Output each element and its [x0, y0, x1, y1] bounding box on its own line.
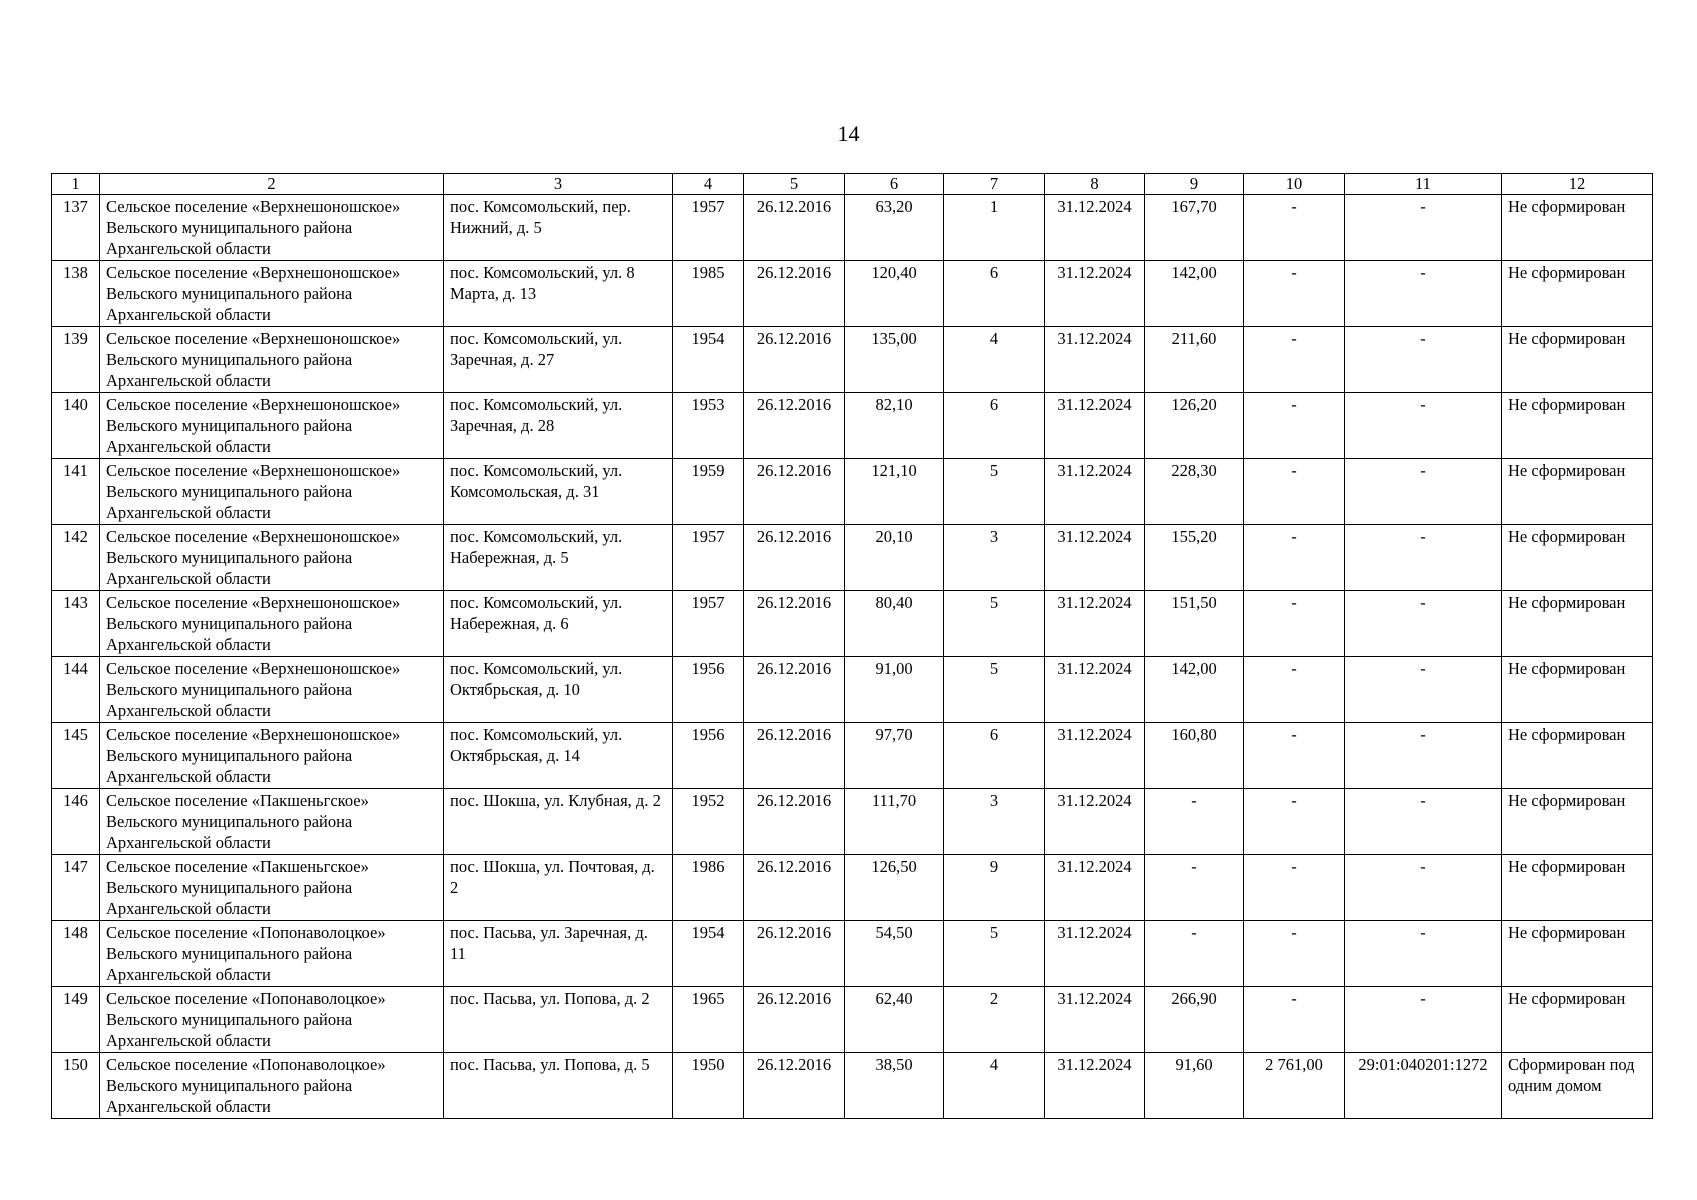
status-cell: Не сформирован	[1502, 789, 1653, 855]
land-area-cell: -	[1244, 657, 1345, 723]
column-header: 2	[100, 174, 444, 195]
plot-area-cell: -	[1145, 855, 1244, 921]
year-cell: 1954	[673, 327, 744, 393]
land-area-cell: -	[1244, 987, 1345, 1053]
area-cell: 135,00	[845, 327, 944, 393]
area-cell: 97,70	[845, 723, 944, 789]
status-cell: Не сформирован	[1502, 195, 1653, 261]
address-cell: пос. Пасьва, ул. Попова, д. 2	[444, 987, 673, 1053]
table-row	[52, 393, 1653, 459]
row-number: 149	[52, 987, 100, 1053]
land-area-cell: -	[1244, 591, 1345, 657]
column-header: 10	[1244, 174, 1345, 195]
cadastral-number-cell: -	[1345, 723, 1502, 789]
deadline-cell: 31.12.2024	[1045, 393, 1145, 459]
status-cell: Не сформирован	[1502, 459, 1653, 525]
settlement-cell: Сельское поселение «Верхнешоношское» Вельского муниципального района Архангельской области	[100, 261, 444, 327]
residents-cell: 5	[944, 921, 1045, 987]
land-area-cell: -	[1244, 789, 1345, 855]
table-header	[52, 174, 1653, 195]
residents-cell: 6	[944, 393, 1045, 459]
plot-area-cell: 142,00	[1145, 657, 1244, 723]
address-cell: пос. Шокша, ул. Клубная, д. 2	[444, 789, 673, 855]
row-number: 141	[52, 459, 100, 525]
status-cell: Не сформирован	[1502, 591, 1653, 657]
column-header: 9	[1145, 174, 1244, 195]
land-area-cell: 2 761,00	[1244, 1053, 1345, 1119]
row-number: 144	[52, 657, 100, 723]
year-cell: 1957	[673, 525, 744, 591]
area-cell: 120,40	[845, 261, 944, 327]
area-cell: 62,40	[845, 987, 944, 1053]
settlement-cell: Сельское поселение «Попонаволоцкое» Вельского муниципального района Архангельской области	[100, 921, 444, 987]
plot-area-cell: 211,60	[1145, 327, 1244, 393]
plot-area-cell: 91,60	[1145, 1053, 1244, 1119]
address-cell: пос. Комсомольский, ул. Октябрьская, д. 10	[444, 657, 673, 723]
cadastral-number-cell: -	[1345, 459, 1502, 525]
column-header: 6	[845, 174, 944, 195]
table-row	[52, 195, 1653, 261]
row-number: 137	[52, 195, 100, 261]
column-header: 3	[444, 174, 673, 195]
cadastral-number-cell: -	[1345, 789, 1502, 855]
address-cell: пос. Комсомольский, ул. Набережная, д. 5	[444, 525, 673, 591]
address-cell: пос. Комсомольский, ул. Октябрьская, д. 14	[444, 723, 673, 789]
date-cell: 26.12.2016	[744, 987, 845, 1053]
table-row	[52, 987, 1653, 1053]
page-number: 14	[837, 121, 860, 146]
row-number: 138	[52, 261, 100, 327]
column-header: 8	[1045, 174, 1145, 195]
area-cell: 38,50	[845, 1053, 944, 1119]
plot-area-cell: -	[1145, 921, 1244, 987]
deadline-cell: 31.12.2024	[1045, 789, 1145, 855]
table-row	[52, 459, 1653, 525]
deadline-cell: 31.12.2024	[1045, 987, 1145, 1053]
year-cell: 1956	[673, 657, 744, 723]
status-cell: Не сформирован	[1502, 921, 1653, 987]
area-cell: 121,10	[845, 459, 944, 525]
settlement-cell: Сельское поселение «Верхнешоношское» Вельского муниципального района Архангельской области	[100, 195, 444, 261]
settlement-cell: Сельское поселение «Верхнешоношское» Вельского муниципального района Архангельской области	[100, 459, 444, 525]
deadline-cell: 31.12.2024	[1045, 1053, 1145, 1119]
settlement-cell: Сельское поселение «Верхнешоношское» Вельского муниципального района Архангельской области	[100, 393, 444, 459]
status-cell: Не сформирован	[1502, 855, 1653, 921]
area-cell: 91,00	[845, 657, 944, 723]
residents-cell: 6	[944, 261, 1045, 327]
settlement-cell: Сельское поселение «Попонаволоцкое» Вельского муниципального района Архангельской области	[100, 1053, 444, 1119]
address-cell: пос. Комсомольский, ул. 8 Марта, д. 13	[444, 261, 673, 327]
plot-area-cell: 160,80	[1145, 723, 1244, 789]
plot-area-cell: 126,20	[1145, 393, 1244, 459]
column-header: 4	[673, 174, 744, 195]
year-cell: 1965	[673, 987, 744, 1053]
plot-area-cell: 155,20	[1145, 525, 1244, 591]
address-cell: пос. Комсомольский, ул. Набережная, д. 6	[444, 591, 673, 657]
cadastral-number-cell: -	[1345, 195, 1502, 261]
land-area-cell: -	[1244, 459, 1345, 525]
date-cell: 26.12.2016	[744, 1053, 845, 1119]
year-cell: 1957	[673, 195, 744, 261]
status-cell: Сформирован под одним домом	[1502, 1053, 1653, 1119]
year-cell: 1950	[673, 1053, 744, 1119]
land-area-cell: -	[1244, 195, 1345, 261]
settlement-cell: Сельское поселение «Верхнешоношское» Вельского муниципального района Архангельской области	[100, 525, 444, 591]
table-body	[52, 195, 1653, 1119]
date-cell: 26.12.2016	[744, 789, 845, 855]
deadline-cell: 31.12.2024	[1045, 657, 1145, 723]
plot-area-cell: 266,90	[1145, 987, 1244, 1053]
table-row	[52, 327, 1653, 393]
column-header: 12	[1502, 174, 1653, 195]
row-number: 147	[52, 855, 100, 921]
deadline-cell: 31.12.2024	[1045, 327, 1145, 393]
row-number: 142	[52, 525, 100, 591]
residents-cell: 3	[944, 789, 1045, 855]
date-cell: 26.12.2016	[744, 195, 845, 261]
cadastral-number-cell: 29:01:040201:1272	[1345, 1053, 1502, 1119]
area-cell: 111,70	[845, 789, 944, 855]
table-row	[52, 591, 1653, 657]
table-row	[52, 921, 1653, 987]
status-cell: Не сформирован	[1502, 723, 1653, 789]
land-area-cell: -	[1244, 723, 1345, 789]
address-cell: пос. Комсомольский, ул. Комсомольская, д. 31	[444, 459, 673, 525]
deadline-cell: 31.12.2024	[1045, 591, 1145, 657]
cadastral-number-cell: -	[1345, 855, 1502, 921]
row-number: 150	[52, 1053, 100, 1119]
land-area-cell: -	[1244, 921, 1345, 987]
cadastral-number-cell: -	[1345, 327, 1502, 393]
area-cell: 80,40	[845, 591, 944, 657]
cadastral-number-cell: -	[1345, 591, 1502, 657]
address-cell: пос. Комсомольский, ул. Заречная, д. 28	[444, 393, 673, 459]
cadastral-number-cell: -	[1345, 657, 1502, 723]
residents-cell: 6	[944, 723, 1045, 789]
year-cell: 1986	[673, 855, 744, 921]
housing-registry-table	[51, 173, 1653, 1119]
table-row	[52, 525, 1653, 591]
status-cell: Не сформирован	[1502, 657, 1653, 723]
column-header: 11	[1345, 174, 1502, 195]
date-cell: 26.12.2016	[744, 657, 845, 723]
year-cell: 1957	[673, 591, 744, 657]
settlement-cell: Сельское поселение «Верхнешоношское» Вельского муниципального района Архангельской области	[100, 591, 444, 657]
land-area-cell: -	[1244, 525, 1345, 591]
residents-cell: 4	[944, 327, 1045, 393]
year-cell: 1956	[673, 723, 744, 789]
status-cell: Не сформирован	[1502, 525, 1653, 591]
status-cell: Не сформирован	[1502, 261, 1653, 327]
status-cell: Не сформирован	[1502, 327, 1653, 393]
residents-cell: 9	[944, 855, 1045, 921]
plot-area-cell: 167,70	[1145, 195, 1244, 261]
table-row	[52, 657, 1653, 723]
residents-cell: 2	[944, 987, 1045, 1053]
cadastral-number-cell: -	[1345, 987, 1502, 1053]
deadline-cell: 31.12.2024	[1045, 723, 1145, 789]
table-row	[52, 855, 1653, 921]
date-cell: 26.12.2016	[744, 393, 845, 459]
row-number: 140	[52, 393, 100, 459]
address-cell: пос. Пасьва, ул. Попова, д. 5	[444, 1053, 673, 1119]
land-area-cell: -	[1244, 393, 1345, 459]
row-number: 146	[52, 789, 100, 855]
area-cell: 126,50	[845, 855, 944, 921]
residents-cell: 5	[944, 657, 1045, 723]
date-cell: 26.12.2016	[744, 525, 845, 591]
residents-cell: 4	[944, 1053, 1045, 1119]
deadline-cell: 31.12.2024	[1045, 261, 1145, 327]
column-number-row	[52, 174, 1653, 195]
settlement-cell: Сельское поселение «Попонаволоцкое» Вельского муниципального района Архангельской области	[100, 987, 444, 1053]
cadastral-number-cell: -	[1345, 525, 1502, 591]
table-row	[52, 261, 1653, 327]
area-cell: 54,50	[845, 921, 944, 987]
settlement-cell: Сельское поселение «Верхнешоношское» Вельского муниципального района Архангельской области	[100, 327, 444, 393]
deadline-cell: 31.12.2024	[1045, 855, 1145, 921]
deadline-cell: 31.12.2024	[1045, 921, 1145, 987]
cadastral-number-cell: -	[1345, 261, 1502, 327]
area-cell: 82,10	[845, 393, 944, 459]
settlement-cell: Сельское поселение «Верхнешоношское» Вельского муниципального района Архангельской области	[100, 723, 444, 789]
land-area-cell: -	[1244, 327, 1345, 393]
residents-cell: 3	[944, 525, 1045, 591]
deadline-cell: 31.12.2024	[1045, 195, 1145, 261]
address-cell: пос. Комсомольский, пер. Нижний, д. 5	[444, 195, 673, 261]
date-cell: 26.12.2016	[744, 723, 845, 789]
year-cell: 1959	[673, 459, 744, 525]
column-header: 5	[744, 174, 845, 195]
settlement-cell: Сельское поселение «Пакшеньгское» Вельского муниципального района Архангельской области	[100, 855, 444, 921]
address-cell: пос. Пасьва, ул. Заречная, д. 11	[444, 921, 673, 987]
row-number: 145	[52, 723, 100, 789]
residents-cell: 1	[944, 195, 1045, 261]
row-number: 139	[52, 327, 100, 393]
land-area-cell: -	[1244, 261, 1345, 327]
date-cell: 26.12.2016	[744, 459, 845, 525]
address-cell: пос. Комсомольский, ул. Заречная, д. 27	[444, 327, 673, 393]
column-header: 7	[944, 174, 1045, 195]
settlement-cell: Сельское поселение «Верхнешоношское» Вельского муниципального района Архангельской области	[100, 657, 444, 723]
year-cell: 1953	[673, 393, 744, 459]
plot-area-cell: -	[1145, 789, 1244, 855]
deadline-cell: 31.12.2024	[1045, 459, 1145, 525]
area-cell: 63,20	[845, 195, 944, 261]
date-cell: 26.12.2016	[744, 855, 845, 921]
row-number: 143	[52, 591, 100, 657]
land-area-cell: -	[1244, 855, 1345, 921]
plot-area-cell: 228,30	[1145, 459, 1244, 525]
deadline-cell: 31.12.2024	[1045, 525, 1145, 591]
plot-area-cell: 151,50	[1145, 591, 1244, 657]
table-row	[52, 723, 1653, 789]
table-row	[52, 1053, 1653, 1119]
date-cell: 26.12.2016	[744, 327, 845, 393]
status-cell: Не сформирован	[1502, 393, 1653, 459]
column-header: 1	[52, 174, 100, 195]
row-number: 148	[52, 921, 100, 987]
settlement-cell: Сельское поселение «Пакшеньгское» Вельского муниципального района Архангельской области	[100, 789, 444, 855]
area-cell: 20,10	[845, 525, 944, 591]
residents-cell: 5	[944, 591, 1045, 657]
status-cell: Не сформирован	[1502, 987, 1653, 1053]
cadastral-number-cell: -	[1345, 393, 1502, 459]
plot-area-cell: 142,00	[1145, 261, 1244, 327]
cadastral-number-cell: -	[1345, 921, 1502, 987]
date-cell: 26.12.2016	[744, 921, 845, 987]
date-cell: 26.12.2016	[744, 591, 845, 657]
date-cell: 26.12.2016	[744, 261, 845, 327]
year-cell: 1952	[673, 789, 744, 855]
table-row	[52, 789, 1653, 855]
residents-cell: 5	[944, 459, 1045, 525]
address-cell: пос. Шокша, ул. Почтовая, д. 2	[444, 855, 673, 921]
year-cell: 1954	[673, 921, 744, 987]
year-cell: 1985	[673, 261, 744, 327]
